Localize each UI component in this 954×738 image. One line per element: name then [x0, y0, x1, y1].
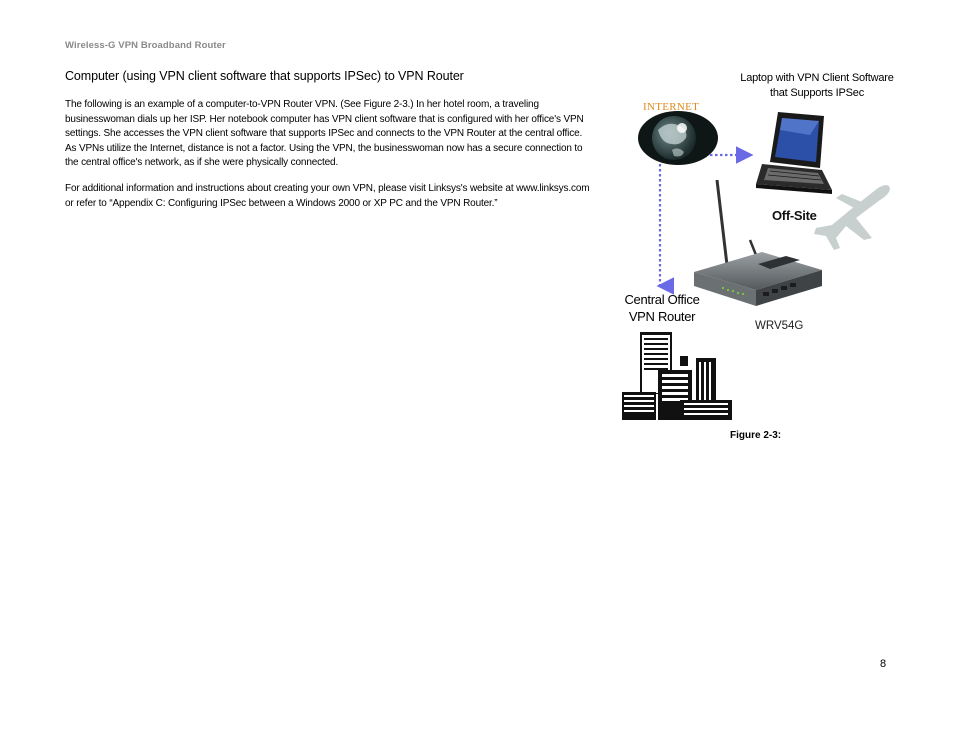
running-header: Wireless-G VPN Broadband Router — [65, 40, 226, 51]
body-paragraph-2: For additional information and instructions about creating your own VPN, please visit Linksys's website at www.linksys.com or refer to “Appendix C: Configuring IPSec between a Windows 2000 or XP PC and the VPN Router.” — [65, 183, 590, 209]
central-office-label-line-1: Central Office — [624, 292, 700, 307]
page-number: 8 — [880, 658, 887, 670]
vpn-diagram-graphic — [610, 60, 910, 440]
buildings-icon — [622, 332, 732, 420]
router-icon — [694, 180, 822, 306]
laptop-label-line-1: Laptop with VPN Client Software — [740, 72, 894, 84]
airplane-icon — [814, 185, 890, 250]
globe-icon — [638, 111, 718, 165]
vpn-diagram — [610, 60, 910, 440]
laptop-label-line-2: that Supports IPSec — [769, 87, 865, 99]
laptop-icon — [756, 112, 832, 194]
body-paragraph-1: The following is an example of a computer-to-VPN Router VPN. (See Figure 2-3.) In her hotel room, a traveling businesswoman dials up her ISP. Her notebook computer has VPN client software that is configured with her office's VPN settings. She accesses the VPN client software that supports IPSec and connects to the VPN Router at the central office. As VPNs utilize the Internet, distance is not a factor. Using the VPN, the businesswoman now has a secure connection to the central office's network, as if she were physically connected. — [65, 99, 584, 169]
section-title: Computer (using VPN client software that supports IPSec) to VPN Router — [65, 69, 464, 83]
internet-label: INTERNET — [643, 101, 700, 113]
figure-caption: Figure 2-3: — [730, 430, 782, 441]
laptop-label — [722, 71, 912, 101]
central-office-label-line-2: VPN Router — [628, 309, 696, 324]
router-model-label: WRV54G — [755, 320, 804, 332]
central-office-label — [621, 291, 703, 325]
offsite-label: Off-Site — [772, 208, 817, 223]
